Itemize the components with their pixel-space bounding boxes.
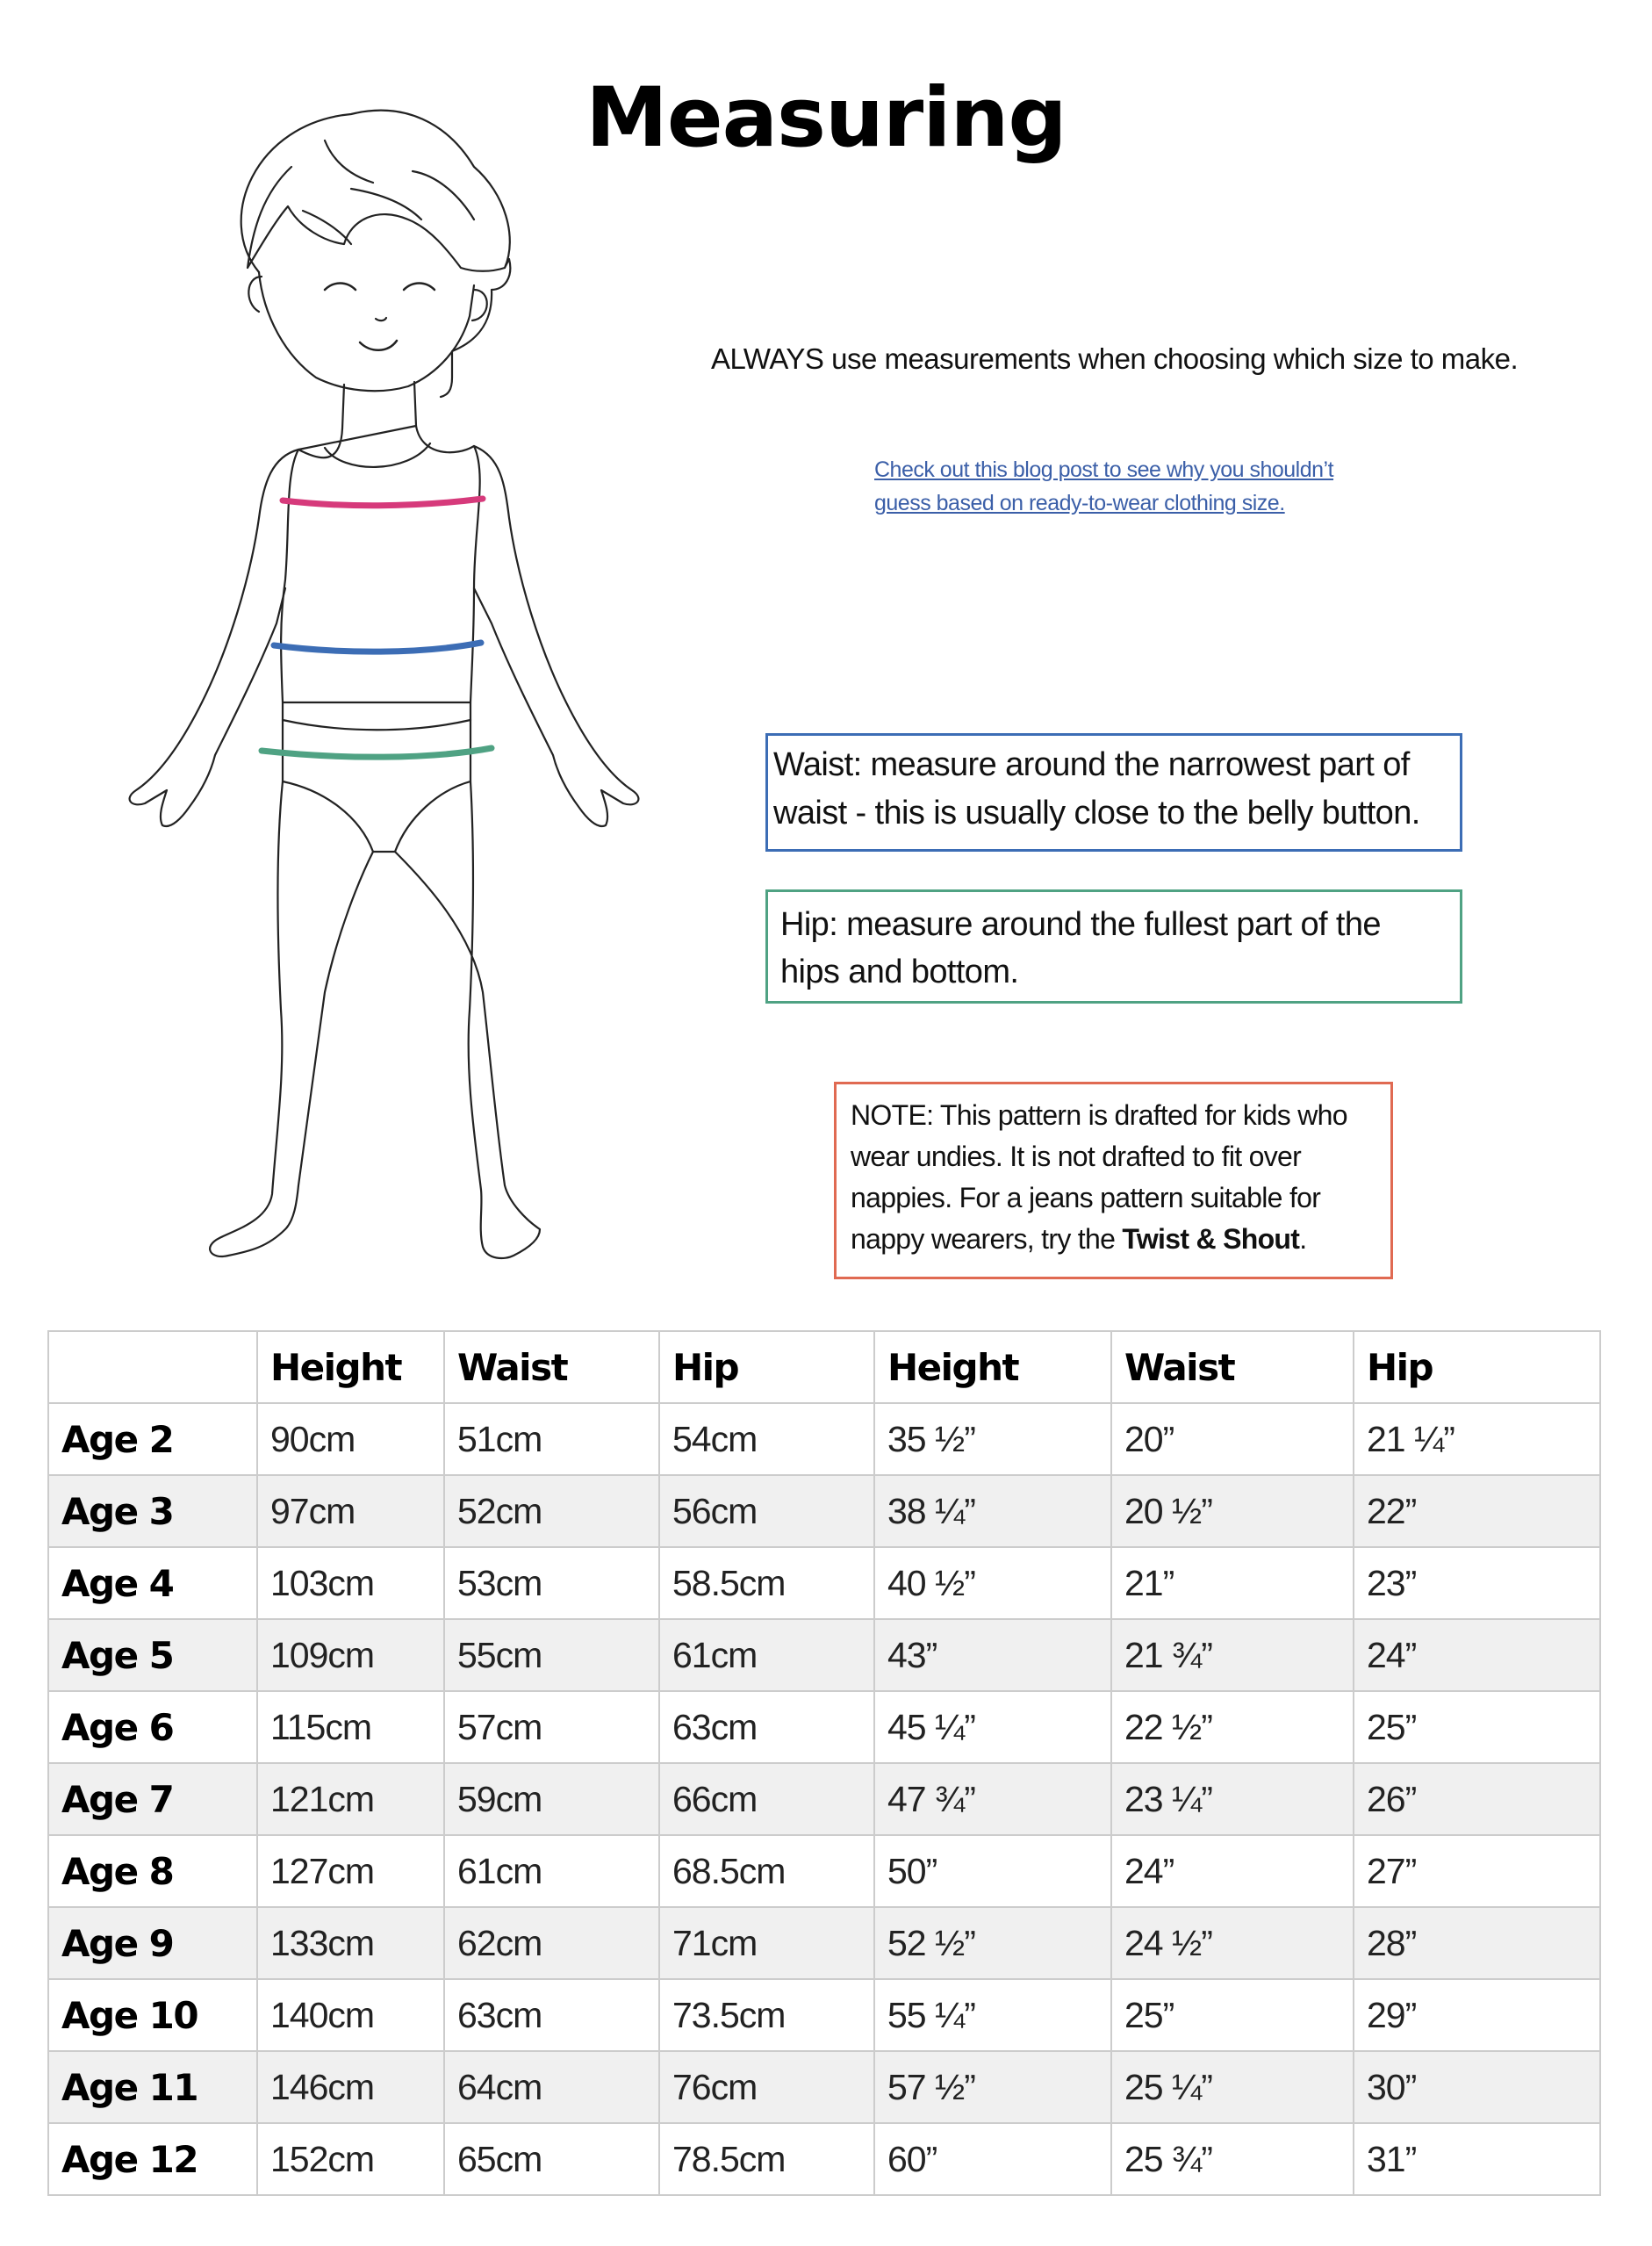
mouth: [360, 341, 397, 350]
cell-waist-cm: 55cm: [444, 1619, 659, 1691]
table-header-row: [48, 1331, 1600, 1403]
cell-height-in: 43”: [874, 1619, 1111, 1691]
cell-height-cm: 97cm: [257, 1475, 444, 1547]
blog-post-link[interactable]: [874, 453, 1401, 520]
hip-instruction-box: [765, 889, 1462, 1004]
header-waist-in: Waist: [1111, 1331, 1354, 1403]
cell-height-in: 47 ¾”: [874, 1763, 1111, 1835]
cell-waist-in: 25”: [1111, 1979, 1354, 2051]
cell-waist-cm: 63cm: [444, 1979, 659, 2051]
cell-age-label: Age 5: [48, 1619, 257, 1691]
table-row: [48, 1835, 1600, 1907]
cell-age-label: Age 11: [48, 2051, 257, 2123]
cell-hip-in: 26”: [1354, 1763, 1600, 1835]
cell-waist-cm: 57cm: [444, 1691, 659, 1763]
cell-age-label: Age 6: [48, 1691, 257, 1763]
undies-waistband: [283, 720, 470, 730]
hair-strands: [303, 140, 474, 244]
table-row: [48, 1475, 1600, 1547]
cell-height-cm: 109cm: [257, 1619, 444, 1691]
note-box: [834, 1082, 1393, 1279]
chest-measure-line: [283, 499, 483, 506]
cell-hip-cm: 63cm: [659, 1691, 874, 1763]
table-row: [48, 2051, 1600, 2123]
cell-hip-cm: 68.5cm: [659, 1835, 874, 1907]
header-height-in: Height: [874, 1331, 1111, 1403]
header-waist-cm: Waist: [444, 1331, 659, 1403]
cell-waist-cm: 64cm: [444, 2051, 659, 2123]
leg-right: [395, 781, 540, 1258]
table-row: [48, 1619, 1600, 1691]
cell-hip-in: 28”: [1354, 1907, 1600, 1979]
cell-hip-cm: 61cm: [659, 1619, 874, 1691]
cell-waist-in: 21”: [1111, 1547, 1354, 1619]
cell-waist-in: 24 ½”: [1111, 1907, 1354, 1979]
cell-age-label: Age 7: [48, 1763, 257, 1835]
cell-height-cm: 121cm: [257, 1763, 444, 1835]
cell-height-in: 38 ¼”: [874, 1475, 1111, 1547]
cell-hip-in: 31”: [1354, 2123, 1600, 2195]
hip-instruction-line-1: Hip: measure around the fullest part of the: [780, 906, 1381, 943]
table-row: [48, 1763, 1600, 1835]
cell-height-in: 45 ¼”: [874, 1691, 1111, 1763]
cell-waist-in: 20”: [1111, 1403, 1354, 1475]
cell-waist-in: 22 ½”: [1111, 1691, 1354, 1763]
cell-height-cm: 103cm: [257, 1547, 444, 1619]
cell-height-cm: 115cm: [257, 1691, 444, 1763]
cell-hip-in: 21 ¼”: [1354, 1403, 1600, 1475]
header-cell: [48, 1331, 257, 1403]
header-hip-in: Hip: [1354, 1331, 1600, 1403]
cell-hip-in: 29”: [1354, 1979, 1600, 2051]
table-row: [48, 1979, 1600, 2051]
cell-hip-cm: 71cm: [659, 1907, 874, 1979]
table-row: [48, 1547, 1600, 1619]
table-row: [48, 2123, 1600, 2195]
cell-height-cm: 127cm: [257, 1835, 444, 1907]
nose: [376, 318, 386, 320]
cell-hip-in: 22”: [1354, 1475, 1600, 1547]
size-chart-table: [47, 1330, 1601, 2196]
cell-height-cm: 152cm: [257, 2123, 444, 2195]
eye-right: [404, 284, 435, 291]
cell-age-label: Age 10: [48, 1979, 257, 2051]
cell-hip-cm: 78.5cm: [659, 2123, 874, 2195]
cell-hip-in: 27”: [1354, 1835, 1600, 1907]
waist-instruction-line-1: Waist: measure around the narrowest part of: [773, 746, 1410, 783]
cell-waist-cm: 62cm: [444, 1907, 659, 1979]
hip-instruction-line-2: hips and bottom.: [780, 954, 1019, 990]
cell-height-in: 40 ½”: [874, 1547, 1111, 1619]
cell-age-label: Age 3: [48, 1475, 257, 1547]
cell-age-label: Age 9: [48, 1907, 257, 1979]
cell-height-cm: 146cm: [257, 2051, 444, 2123]
twist-and-shout-pattern-name: Twist & Shout: [1122, 1223, 1300, 1255]
waist-measure-line: [274, 643, 481, 651]
cell-waist-in: 20 ½”: [1111, 1475, 1354, 1547]
note-text-end: .: [1299, 1223, 1307, 1255]
table-row: [48, 1403, 1600, 1475]
cell-hip-cm: 58.5cm: [659, 1547, 874, 1619]
cell-waist-cm: 52cm: [444, 1475, 659, 1547]
cell-hip-in: 23”: [1354, 1547, 1600, 1619]
leg-left: [210, 781, 373, 1256]
cell-height-cm: 90cm: [257, 1403, 444, 1475]
cell-hip-cm: 56cm: [659, 1475, 874, 1547]
blog-link-line-2[interactable]: guess based on ready-to-wear clothing size.: [874, 491, 1285, 515]
cell-hip-cm: 73.5cm: [659, 1979, 874, 2051]
cell-height-in: 35 ½”: [874, 1403, 1111, 1475]
waist-instruction-box: [765, 733, 1462, 852]
cell-hip-cm: 66cm: [659, 1763, 874, 1835]
blog-link-line-1[interactable]: Check out this blog post to see why you shouldn’t: [874, 457, 1334, 482]
cell-height-in: 52 ½”: [874, 1907, 1111, 1979]
cell-age-label: Age 2: [48, 1403, 257, 1475]
header-height-cm: Height: [257, 1331, 444, 1403]
cell-waist-in: 24”: [1111, 1835, 1354, 1907]
face-outline: [259, 272, 474, 391]
cell-hip-in: 24”: [1354, 1619, 1600, 1691]
cell-age-label: Age 4: [48, 1547, 257, 1619]
cell-waist-cm: 59cm: [444, 1763, 659, 1835]
arm-left: [130, 450, 298, 826]
cell-height-in: 50”: [874, 1835, 1111, 1907]
cell-waist-in: 25 ¼”: [1111, 2051, 1354, 2123]
always-measure-text: ALWAYS use measurements when choosing which size to make.: [711, 342, 1519, 375]
cell-waist-cm: 51cm: [444, 1403, 659, 1475]
page-title: Measuring: [585, 70, 1067, 166]
cell-waist-cm: 65cm: [444, 2123, 659, 2195]
cell-height-cm: 140cm: [257, 1979, 444, 2051]
cell-waist-in: 23 ¼”: [1111, 1763, 1354, 1835]
eye-left: [325, 284, 356, 291]
cell-height-in: 57 ½”: [874, 2051, 1111, 2123]
header-hip-cm: Hip: [659, 1331, 874, 1403]
ear-right: [472, 290, 487, 320]
note-text: NOTE: This pattern is drafted for kids who wear undies. It is not drafted to fit over nappies. For a jeans pattern suitable for nappy wearers, try the: [851, 1099, 1347, 1255]
cell-height-cm: 133cm: [257, 1907, 444, 1979]
cell-hip-cm: 54cm: [659, 1403, 874, 1475]
cell-waist-in: 25 ¾”: [1111, 2123, 1354, 2195]
hair-fringe: [248, 167, 505, 271]
cell-hip-in: 25”: [1354, 1691, 1600, 1763]
arm-right: [474, 446, 638, 826]
cell-hip-cm: 76cm: [659, 2051, 874, 2123]
cell-age-label: Age 8: [48, 1835, 257, 1907]
table-row: [48, 1907, 1600, 1979]
cell-hip-in: 30”: [1354, 2051, 1600, 2123]
cell-height-in: 60”: [874, 2123, 1111, 2195]
cell-waist-cm: 53cm: [444, 1547, 659, 1619]
waist-instruction-line-2: waist - this is usually close to the belly button.: [773, 795, 1420, 831]
cell-height-in: 55 ¼”: [874, 1979, 1111, 2051]
child-figure-illustration: [61, 88, 693, 1264]
cell-age-label: Age 12: [48, 2123, 257, 2195]
cell-waist-in: 21 ¾”: [1111, 1619, 1354, 1691]
tank-neckline: [325, 443, 430, 467]
cell-waist-cm: 61cm: [444, 1835, 659, 1907]
table-row: [48, 1691, 1600, 1763]
hair-outline: [241, 111, 511, 397]
hip-measure-line: [262, 748, 492, 757]
